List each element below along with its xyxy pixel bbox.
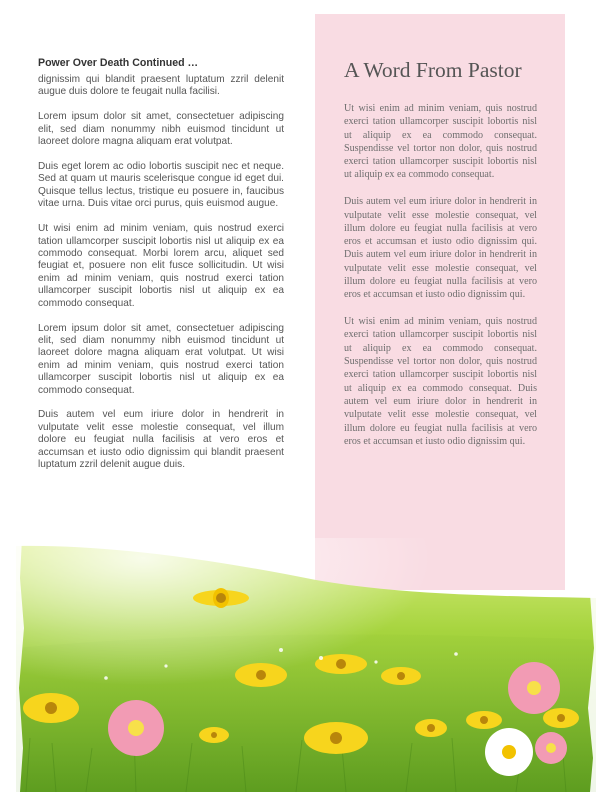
sidebar-paragraph-1: Ut wisi enim ad minim veniam, quis nostrud exerci tation ullamcorper suscipit lobortis nisl ut aliquip ex ea commodo consequat. Suspendisse vel tortor non dolor, quis nostrud exerci tation ullamcorper suscipit lobortis nisl ut aliquip ex ea commodo consequat. [344,103,537,181]
left-paragraph-3: Duis eget lorem ac odio lobortis suscipit nec et neque. Sed at quam ut mauris scelerisque congue id eget dui. Quisque tellus lectus, tristique eu posuere in, faucibus vitae urna. Duis vitae orci purus, quis euismod augue. [38,161,284,210]
left-paragraph-5: Lorem ipsum dolor sit amet, consectetuer adipiscing elit, sed diam nonummy nibh euismod tincidunt ut laoreet dolore magna aliquam erat volutpat. Ut wisi enim ad minim veniam, quis nostrud exerci tation ullamcorper suscipit lobortis nisl ut aliquip ex ea commodo consequat. [38,322,284,396]
sidebar-paragraph-2: Duis autem vel eum iriure dolor in hendrerit in vulputate velit esse molestie consequat, vel illum dolore eu feugiat nulla facilisis at vero eros et accumsan et iusto odio dignissim qui. Duis autem vel eum iriure dolor in hendrerit in vulputate velit esse molestie consequat, vel illum dolore eu feugiat nulla facilisis at vero eros et accumsan et iusto odio dignissim qui. [344,196,537,301]
yellow-flower-7 [466,711,502,729]
white-daisy [485,728,533,776]
left-paragraph-4: Ut wisi enim ad minim veniam, quis nostrud exerci tation ullamcorper suscipit lobortis nisl ut aliquip ex ea commodo consequat. Morbi lorem arcu, aliquet sed feugiat et, posuere non elit fusce sollicitudin. Ut wisi enim ad minim veniam, quis nostrud exerci tation ullamcorper suscipit lobortis nisl ut aliquip ex ea commodo consequat. [38,223,284,309]
yellow-flower-4 [381,667,421,685]
yellow-flower-2 [235,663,287,687]
left-paragraph-2: Lorem ipsum dolor sit amet, consectetuer adipiscing elit, sed diam nonummy nibh euismod tincidunt ut laoreet dolore magna aliquam erat volutpat. [38,111,284,148]
yellow-flower-9 [199,727,229,743]
sidebar-title: A Word From Pastor [344,58,522,82]
yellow-flower-6 [304,722,368,754]
yellow-flower-10 [543,708,579,728]
pink-flower-3 [535,732,567,764]
sidebar-paragraph-3: Ut wisi enim ad minim veniam, quis nostrud exerci tation ullamcorper suscipit lobortis nisl ut aliquip ex ea commodo consequat. Suspendisse vel tortor non dolor, quis nostrud exerci tation ullamcorper suscipit lobortis nisl ut aliquip ex ea commodo consequat. Duis autem vel eum iriure dolor in hendrerit in vulputate velit esse molestie consequat, vel illum dolore eu feugiat nulla facilisis at vero eros et accumsan et iusto odio dignissim qui. [344,316,537,447]
yellow-flower-5 [23,693,79,723]
pink-flower-2 [508,662,560,714]
pink-flower-1 [108,700,164,756]
pastor-sidebar [315,14,565,590]
meadow-flowers-image [16,538,596,792]
yellow-flower-8 [415,719,447,737]
continued-heading: Power Over Death Continued … [38,57,199,69]
left-paragraph-1: dignissim qui blandit praesent luptatum zzril delenit augue duis dolore te feugait nulla facilisi. [38,74,284,98]
left-paragraph-6: Duis autem vel eum iriure dolor in hendrerit in vulputate velit esse molestie consequat, vel illum dolore eu feugiat nulla facilisis at vero eros et accumsan et iusto odio dignissim qui blandit praesent luptatum zzril delenit augue duis. [38,409,284,471]
left-column [38,57,284,484]
yellow-flower-3 [315,654,367,674]
sidebar-content [344,58,537,462]
